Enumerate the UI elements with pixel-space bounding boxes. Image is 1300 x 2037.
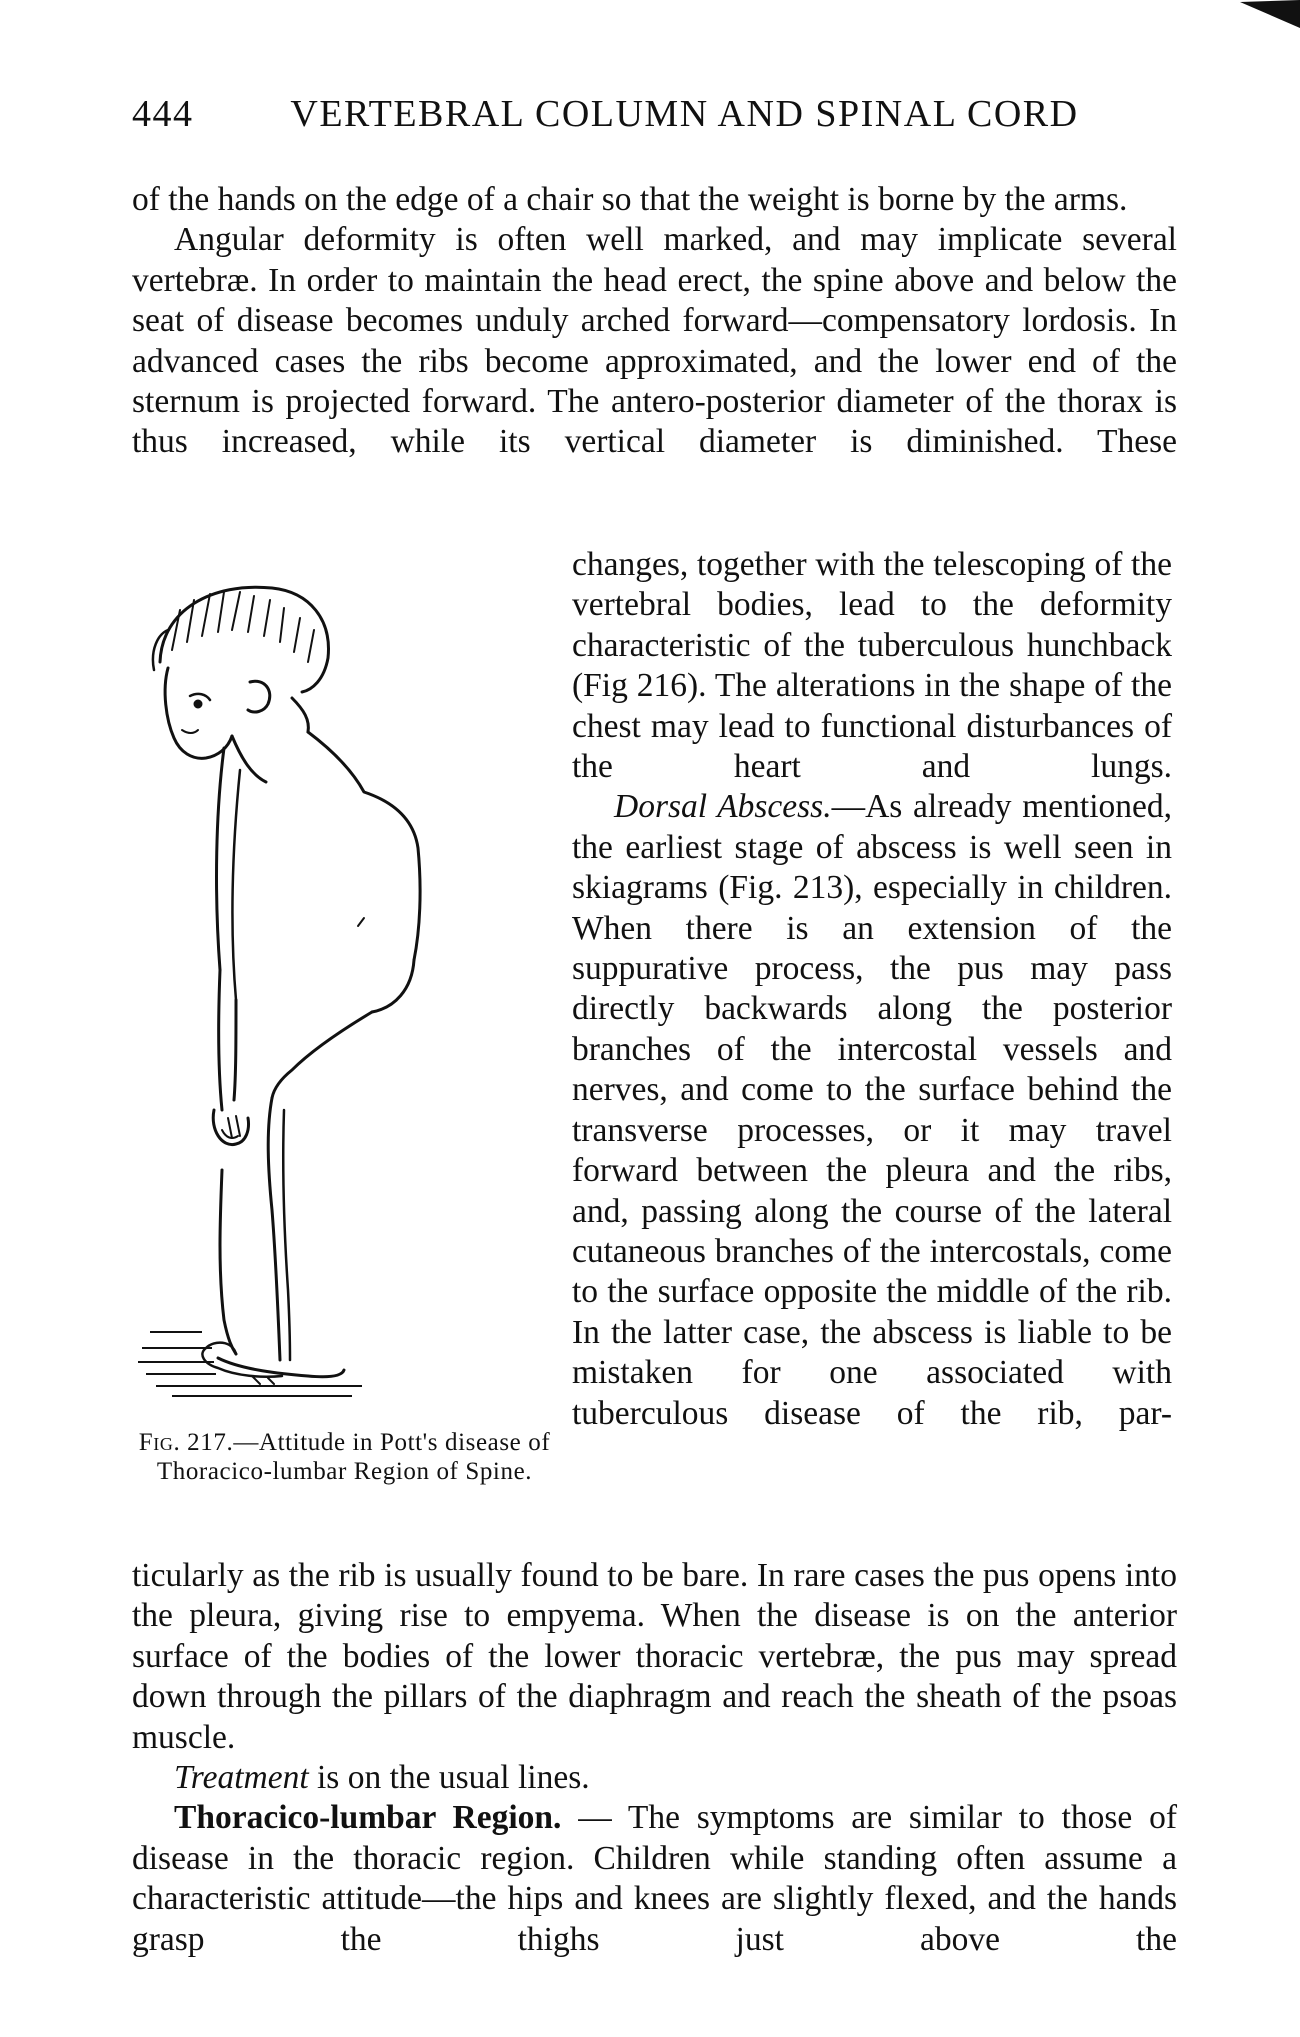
paragraph-thoracico-lumbar [132, 1798, 1177, 1960]
figure-caption [132, 1428, 557, 1486]
child-posture-illustration [132, 570, 552, 1430]
treatment-heading: Treatment [174, 1759, 309, 1797]
paragraph-changes: changes, together with the telescoping of the vertebral bodies, lead to the deformity characteristic of the tuberculous hunchback (Fig 216). The alterations in the shape of the chest may lead to functional disturbances of the heart and lungs. [572, 546, 1172, 786]
thoracico-lumbar-text: — The symptoms are similar to those of disease in the thoracic region. Children while standing often assume a characteristic attitude—the hips and knees are slightly flexed, and the hands grasp the thighs just above the [132, 1799, 1177, 1958]
treatment-text: is on the usual lines. [308, 1759, 590, 1797]
bottom-text-block [132, 1556, 1177, 1960]
figure-217 [132, 570, 552, 1430]
paragraph-continuation-rib: ticularly as the rib is usually found to be bare. In rare cases the pus opens into the pleura, giving rise to empyema. When the disease is on the anterior surface of the bodies of the lower thoracic vertebræ, the pus may spread down through the pillars of the diaphragm and reach the sheath of the psoas muscle. [132, 1557, 1177, 1756]
top-text-block [132, 180, 1177, 463]
dorsal-abscess-text: —As already mentioned, the earliest stage of abscess is well seen in skiagrams (Fig. 213), especially in children. When there is an extension of the suppurative process, the pus may pass directly backwards along the posterior branches of the intercostal vessels and nerves, and come to the surface behind the transverse processes, or it may travel forward between the pleura and the ribs, and, passing along the course of the lateral cutaneous branches of the intercostals, come to the surface opposite the middle of the rib. In the latter case, the abscess is liable to be mistaken for one associated with tuberculous disease of the rib, par- [572, 788, 1172, 1432]
page-corner-mark [1240, 0, 1300, 40]
side-text-block [572, 545, 1172, 1434]
dorsal-abscess-heading: Dorsal Abscess. [614, 788, 832, 826]
running-title: VERTEBRAL COLUMN AND SPINAL CORD [290, 93, 1079, 135]
paragraph-continuation: of the hands on the edge of a chair so that the weight is borne by the arms. [132, 181, 1128, 218]
paragraph-dorsal-abscess [572, 787, 1172, 1434]
figure-label: Fig. 217. [138, 1429, 234, 1456]
figure-caption-text: —Attitude in Pott's disease of Thoracico-lumbar Region of Spine. [156, 1429, 551, 1485]
paragraph-angular-deformity: Angular deformity is often well marked, and may implicate several vertebræ. In order to maintain the head erect, the spine above and below the seat of disease becomes unduly arched forward—compensatory lordosis. In advanced cases the ribs become approximated, and the lower end of the sternum is projected forward. The antero-posterior diameter of the thorax is thus increased, while its vertical diameter is diminished. These [132, 221, 1177, 461]
running-header [132, 92, 1137, 136]
thoracico-lumbar-heading: Thoracico-lumbar Region. [174, 1799, 562, 1837]
paragraph-treatment [132, 1758, 1177, 1798]
page-number: 444 [132, 93, 194, 135]
